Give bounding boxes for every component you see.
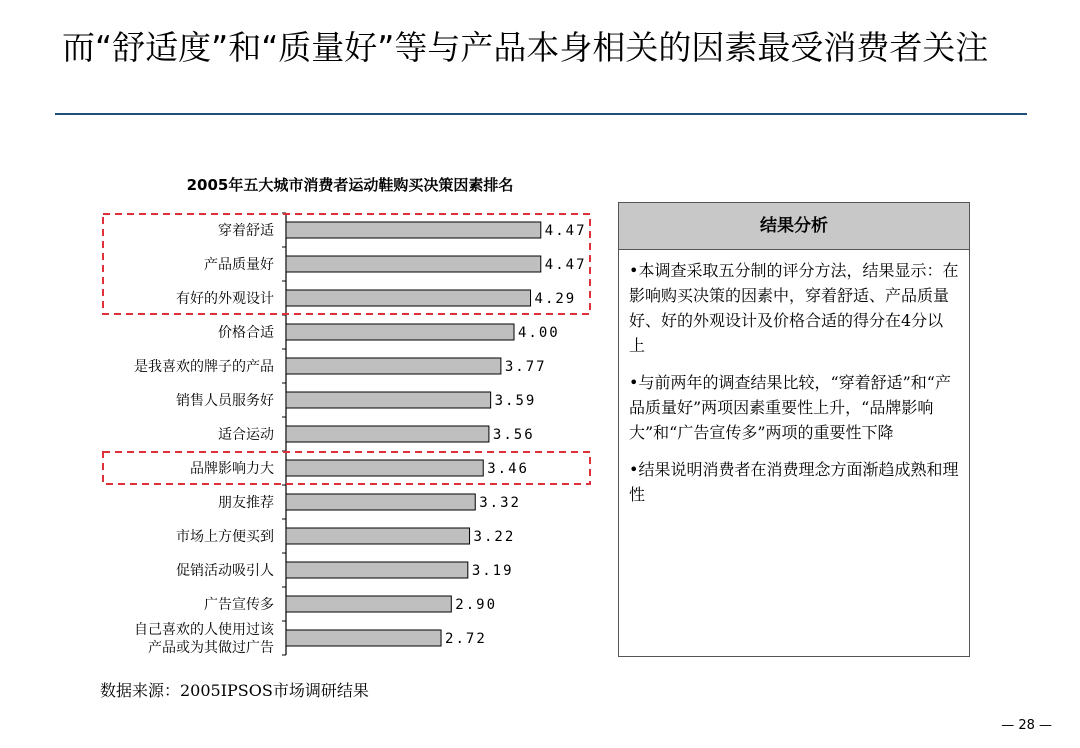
- bar-value-label: 3.19: [471, 563, 514, 579]
- bar: [286, 528, 470, 544]
- bar: [286, 358, 501, 374]
- bar: [286, 596, 451, 612]
- analysis-bullet: •结果说明消费者在消费理念方面渐趋成熟和理性: [629, 460, 959, 504]
- category-label: 产品或为其做过广告: [148, 640, 274, 656]
- bar-value-label: 3.46: [487, 461, 529, 477]
- bar: [286, 460, 483, 476]
- category-label: 品牌影响力大: [190, 461, 274, 477]
- analysis-bullet: •本调查采取五分制的评分方法，结果显示：在影响购买决策的因素中，穿着舒适、产品质量好、好的外观设计及价格合适的得分在4分以上: [629, 261, 959, 355]
- analysis-bullet: •与前两年的调查结果比较，“穿着舒适”和“产品质量好”两项因素重要性上升，“品牌影响大”和“广告宣传多”两项的重要性下降: [629, 373, 951, 442]
- category-label: 有好的外观设计: [176, 291, 274, 307]
- bar-value-label: 3.22: [473, 529, 516, 545]
- category-label: 自己喜欢的人使用过该: [134, 622, 274, 638]
- bar-value-label: 2.90: [455, 597, 498, 613]
- category-label: 朋友推荐: [218, 495, 274, 511]
- category-label: 销售人员服务好: [176, 393, 274, 409]
- analysis-panel: [618, 202, 970, 657]
- bar: [286, 494, 475, 510]
- category-label: 广告宣传多: [204, 597, 274, 613]
- bar-value-label: 3.77: [504, 359, 547, 375]
- category-label: 市场上方便买到: [176, 529, 274, 545]
- page-title: 而“舒适度”和“质量好”等与产品本身相关的因素最受消费者关注: [62, 28, 989, 67]
- bar: [286, 222, 541, 238]
- bar: [286, 630, 441, 646]
- bar: [286, 426, 489, 442]
- title-divider: [55, 113, 1027, 115]
- category-label: 产品质量好: [204, 257, 274, 273]
- bar: [286, 392, 491, 408]
- category-label: 促销活动吸引人: [176, 563, 274, 579]
- analysis-panel-body: [619, 250, 969, 507]
- bar-value-label: 4.00: [518, 325, 560, 341]
- bar-chart: [0, 200, 600, 670]
- category-label: 价格合适: [218, 325, 274, 341]
- page-number: — 28 —: [1001, 718, 1052, 733]
- bar-value-label: 3.59: [494, 393, 537, 409]
- bar-value-label: 4.29: [534, 291, 577, 307]
- category-label: 穿着舒适: [218, 223, 274, 239]
- analysis-panel-header: 结果分析: [619, 203, 969, 250]
- bar-value-label: 3.32: [479, 495, 521, 511]
- bar-value-label: 4.47: [544, 257, 587, 273]
- category-label: 是我喜欢的牌子的产品: [134, 359, 274, 375]
- chart-title: 2005年五大城市消费者运动鞋购买决策因素排名: [186, 176, 514, 194]
- source-note: 数据来源：2005IPSOS市场调研结果: [100, 681, 369, 700]
- category-label: 适合运动: [218, 427, 274, 443]
- bar: [286, 324, 514, 340]
- bar-value-label: 2.72: [445, 631, 487, 647]
- bar-value-label: 4.47: [544, 223, 587, 239]
- bar-value-label: 3.56: [492, 427, 535, 443]
- bar: [286, 290, 531, 306]
- bar: [286, 256, 541, 272]
- bar: [286, 562, 468, 578]
